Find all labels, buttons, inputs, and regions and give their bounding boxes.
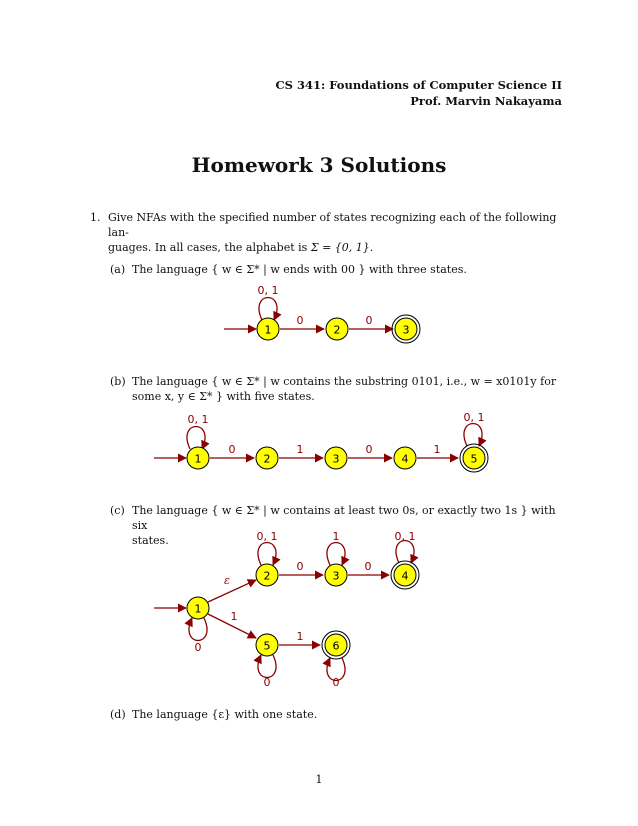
edge-label: 1: [296, 443, 304, 456]
nfa-c: [154, 530, 419, 689]
self-loop: [464, 424, 482, 447]
part-b-text: The language { w ∈ Σ* | w contains the substring 0101, i.e., w = x0101y for some x, y ∈ Σ* } with five states.: [132, 375, 557, 403]
edge-label: ε: [224, 574, 230, 587]
epsilon-edge: [208, 580, 256, 602]
state-label: 1: [194, 452, 202, 466]
state-label: 2: [333, 323, 341, 337]
state-label: 1: [194, 602, 202, 616]
self-loop: [327, 543, 345, 566]
state-label: 4: [401, 569, 409, 583]
problem-line-1: Give NFAs with the specified number of states recognizing each of the following lan-: [108, 211, 557, 239]
self-loop: [187, 427, 205, 450]
state-label: 2: [263, 452, 271, 466]
edge-label: 0: [228, 443, 236, 456]
loop-label: 0, 1: [187, 413, 209, 426]
part-d-text: The language {ε} with one state.: [132, 708, 318, 721]
professor-name: Prof. Marvin Nakayama: [410, 94, 562, 108]
state-label: 6: [332, 639, 340, 653]
loop-label: 0: [194, 641, 202, 654]
edge-label: 1: [296, 630, 304, 643]
state-label: 3: [332, 569, 340, 583]
loop-label: 0: [332, 676, 340, 689]
edge-label: 0: [296, 560, 304, 573]
self-loop: [258, 543, 276, 566]
part-a-text: The language { w ∈ Σ* | w ends with 00 } with three states.: [132, 263, 467, 276]
self-loop: [258, 655, 276, 678]
part-a-label: (a): [110, 263, 126, 276]
state-label: 3: [332, 452, 340, 466]
problem-line-2: guages. In all cases, the alphabet is Σ = {0, 1}.: [108, 241, 374, 254]
state-label: 2: [263, 569, 271, 583]
edge-label: 0: [365, 443, 373, 456]
part-c-label: (c): [110, 504, 125, 517]
loop-label: 0, 1: [256, 530, 278, 543]
edge-label: 0: [364, 560, 372, 573]
nfa-b: [154, 411, 488, 472]
document-title: Homework 3 Solutions: [191, 153, 447, 177]
state-label: 3: [402, 323, 410, 337]
self-loop: [259, 298, 277, 321]
loop-label: 1: [332, 530, 340, 543]
problem-number: 1.: [90, 211, 101, 224]
state-label: 5: [470, 452, 478, 466]
self-loop: [396, 541, 414, 564]
loop-label: 0, 1: [463, 411, 485, 424]
edge-label: 1: [433, 443, 441, 456]
page-number: 1: [315, 773, 323, 786]
self-loop: [189, 618, 207, 641]
loop-label: 0: [263, 676, 271, 689]
state-label: 4: [401, 452, 409, 466]
part-d-label: (d): [110, 708, 126, 721]
edge-label: 0: [365, 314, 373, 327]
loop-label: 0, 1: [257, 284, 279, 297]
part-c-text: The language { w ∈ Σ* | w contains at least two 0s, or exactly two 1s } with six states.: [132, 504, 556, 547]
part-b-label: (b): [110, 375, 126, 388]
course-title: CS 341: Foundations of Computer Science II: [275, 78, 562, 92]
state-label: 5: [263, 639, 271, 653]
state-label: 1: [264, 323, 272, 337]
nfa-a: [224, 284, 420, 343]
edge-label: 0: [296, 314, 304, 327]
loop-label: 0, 1: [394, 530, 416, 543]
edge-label: 1: [230, 610, 238, 623]
